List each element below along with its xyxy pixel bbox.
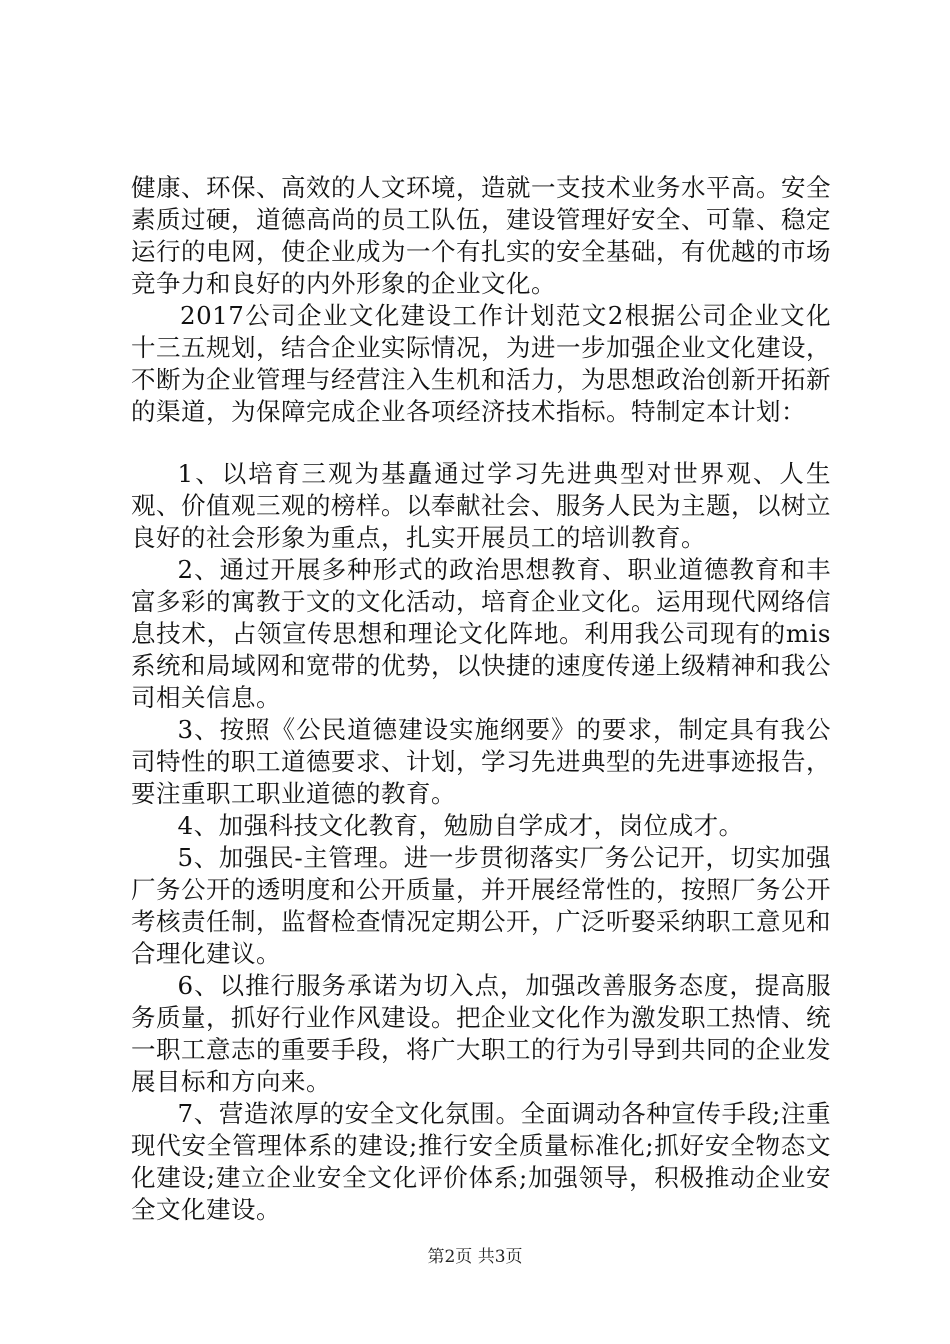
list-item-5: 5、加强民-主管理。进一步贯彻落实厂务公记开，切实加强厂务公开的透明度和公开质量，并开展经常性的，按照厂务公开考核责任制，监督检查情况定期公开，广泛听娶采纳职工意见和合理化建议。	[131, 843, 831, 968]
paragraph-continuation: 健康、环保、高效的人文环境，造就一支技术业务水平高。安全素质过硬，道德高尚的员工队伍，建设管理好安全、可靠、稳定运行的电网，使企业成为一个有扎实的安全基础，有优越的市场竞争力和良好的内外形象的企业文化。	[131, 173, 831, 298]
list-item-1: 1、以培育三观为基矗通过学习先进典型对世界观、人生观、价值观三观的榜样。以奉献社会、服务人民为主题，以树立良好的社会形象为重点，扎实开展员工的培训教育。	[131, 459, 831, 552]
page-number-footer: 第2页 共3页	[427, 1247, 523, 1267]
list-item-6: 6、以推行服务承诺为切入点，加强改善服务态度，提高服务质量，抓好行业作风建设。把企业文化作为激发职工热情、统一职工意志的重要手段，将广大职工的行为引导到共同的企业发展目标和方向来。	[131, 971, 831, 1096]
list-item-2: 2、通过开展多种形式的政治思想教育、职业道德教育和丰富多彩的寓教于文的文化活动，培育企业文化。运用现代网络信息技术，占领宣传思想和理论文化阵地。利用我公司现有的mis系统和局域网和宽带的优势，以快捷的速度传递上级精神和我公司相关信息。	[131, 555, 831, 712]
paragraph-intro: 2017公司企业文化建设工作计划范文2根据公司企业文化十三五规划，结合企业实际情况，为进一步加强企业文化建设，不断为企业管理与经营注入生机和活力，为思想政治创新开拓新的渠道，为保障完成企业各项经济技术指标。特制定本计划：	[131, 301, 831, 426]
document-text	[131, 172, 831, 1226]
list-item-4: 4、加强科技文化教育，勉励自学成才，岗位成才。	[177, 811, 744, 840]
paragraph-gap	[131, 428, 831, 458]
list-item-3: 3、按照《公民道德建设实施纲要》的要求，制定具有我公司特性的职工道德要求、计划，学习先进典型的先进事迹报告，要注重职工职业道德的教育。	[131, 715, 831, 808]
list-item-7: 7、营造浓厚的安全文化氛围。全面调动各种宣传手段;注重现代安全管理体系的建设;推行安全质量标准化;抓好安全物态文化建设;建立企业安全文化评价体系;加强领导，积极推动企业安全文化建设。	[131, 1099, 831, 1224]
